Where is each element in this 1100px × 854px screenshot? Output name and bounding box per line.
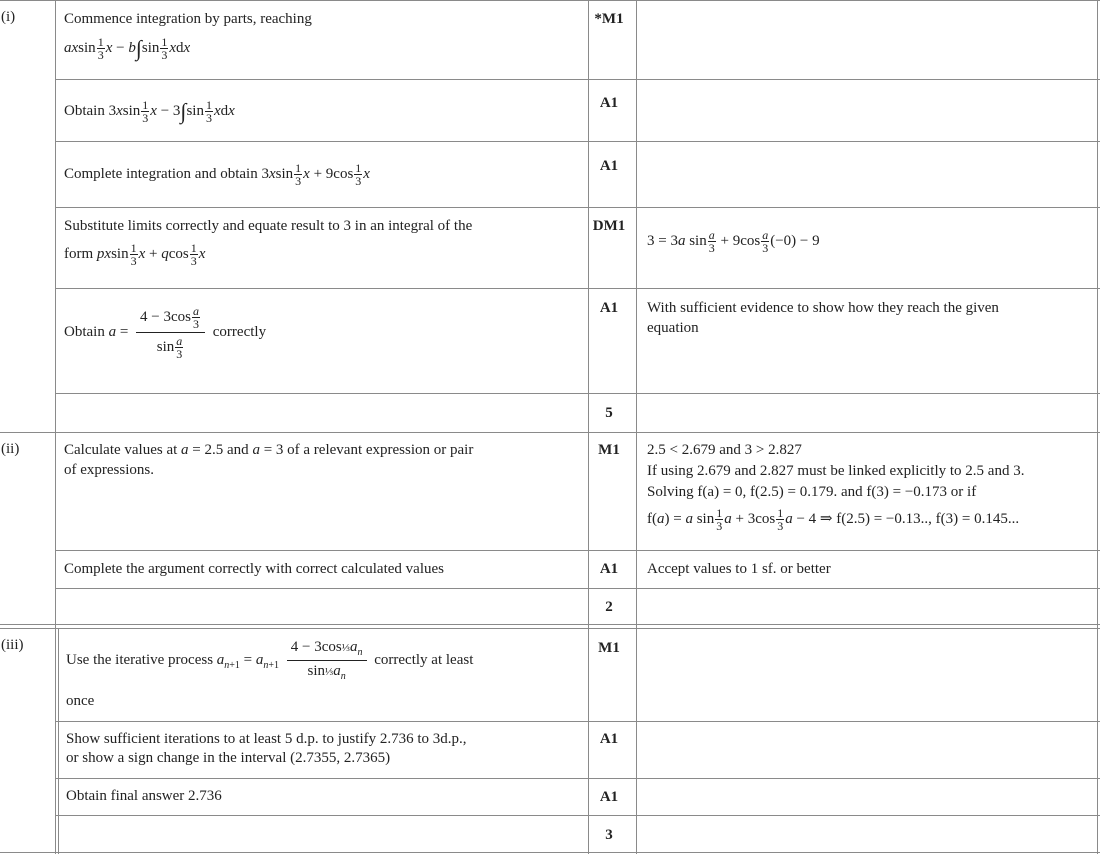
math-expression: Use the iterative process $a_{n+1} = a_{n+1}$ $\frac{4 - 3\cos\frac{1}{3}a_n}{\sin\frac{1}{3}a_n}$ correctly at least (66, 639, 474, 682)
mark-code: DM1 (592, 218, 626, 234)
row-border (55, 588, 1100, 589)
mark-code: A1 (599, 789, 619, 805)
mark-code: A1 (599, 561, 619, 577)
answer-text: of expressions. (64, 462, 154, 478)
answer-text: Substitute limits correctly and equate result to 3 in an integral of the (64, 218, 473, 234)
row-border (55, 79, 1100, 80)
answer-text: Complete the argument correctly with correct calculated values (64, 561, 444, 577)
mark-code: M1 (598, 640, 620, 656)
answer-text: or show a sign change in the interval (2.7355, 2.7365) (66, 750, 391, 766)
row-border (55, 288, 1100, 289)
math-expression: axsin $\frac{1}{3}$ x − b∫sin $\frac{1}{3}$ xdx (64, 35, 191, 62)
guidance-text: If using 2.679 and 2.827 must be linked explicitly to 2.5 and 3. (647, 463, 1025, 479)
part-label-i: (i) (1, 9, 16, 25)
column-border (58, 628, 59, 854)
row-border (55, 778, 1100, 779)
mark-code: A1 (599, 731, 619, 747)
math-expression: Complete integration and obtain 3xsin $\frac{1}{3}$ x + 9cos $\frac{1}{3}$ x (64, 161, 370, 188)
mark-code: *M1 (594, 11, 624, 27)
guidance-text: equation (647, 320, 699, 336)
row-border (0, 852, 1100, 853)
math-expression: Obtain a = 4 − 3cos $\frac{a}{3}$ sin $\frac{a}{3}$ correctly (64, 304, 267, 361)
mark-code: A1 (599, 158, 619, 174)
total-marks: 5 (605, 405, 613, 421)
guidance-text: With sufficient evidence to show how they reach the given (647, 300, 999, 316)
column-border (1097, 0, 1098, 854)
column-border (588, 0, 589, 854)
answer-text: Commence integration by parts, reaching (64, 11, 312, 27)
guidance-math: 3 = 3a sin $\frac{a}{3}$ + 9cos $\frac{a}{3}$ (−0) − 9 (647, 228, 820, 255)
math-expression: form pxsin $\frac{1}{3}$ x + qcos $\frac{1}{3}$ x (64, 241, 206, 268)
part-label-ii: (ii) (1, 441, 20, 457)
total-marks: 2 (605, 599, 613, 615)
answer-text: Obtain final answer 2.736 (66, 788, 222, 804)
math-expression: Calculate values at a = 2.5 and a = 3 of a relevant expression or pair (64, 442, 474, 458)
row-border (55, 141, 1100, 142)
row-border (55, 393, 1100, 394)
mark-code: A1 (599, 300, 619, 316)
mark-code: M1 (598, 442, 620, 458)
row-border (0, 432, 1100, 433)
answer-text: once (66, 693, 95, 709)
column-border (636, 0, 637, 854)
math-expression: Obtain 3xsin $\frac{1}{3}$ x − 3∫sin $\frac{1}{3}$ xdx (64, 98, 235, 125)
row-border (55, 550, 1100, 551)
row-border (0, 0, 1100, 1)
guidance-text: 2.5 < 2.679 and 3 > 2.827 (647, 442, 802, 458)
total-marks: 3 (605, 827, 613, 843)
guidance-text: Accept values to 1 sf. or better (647, 561, 831, 577)
column-border (55, 0, 56, 854)
guidance-text: Solving f(a) = 0, f(2.5) = 0.179. and f(3) = −0.173 or if (647, 484, 977, 500)
row-border (55, 815, 1100, 816)
row-border (55, 721, 1100, 722)
row-border (55, 207, 1100, 208)
guidance-math: f(a) = a sin $\frac{1}{3}$ a + 3cos $\frac{1}{3}$ a − 4 ⇒ f(2.5) = −0.13.., f(3) = 0.145... (647, 506, 1020, 533)
part-label-iii: (iii) (1, 637, 24, 653)
answer-text: Show sufficient iterations to at least 5 d.p. to justify 2.736 to 3d.p., (66, 731, 467, 747)
mark-code: A1 (599, 95, 619, 111)
row-border (0, 628, 1100, 629)
row-border (0, 624, 1100, 625)
